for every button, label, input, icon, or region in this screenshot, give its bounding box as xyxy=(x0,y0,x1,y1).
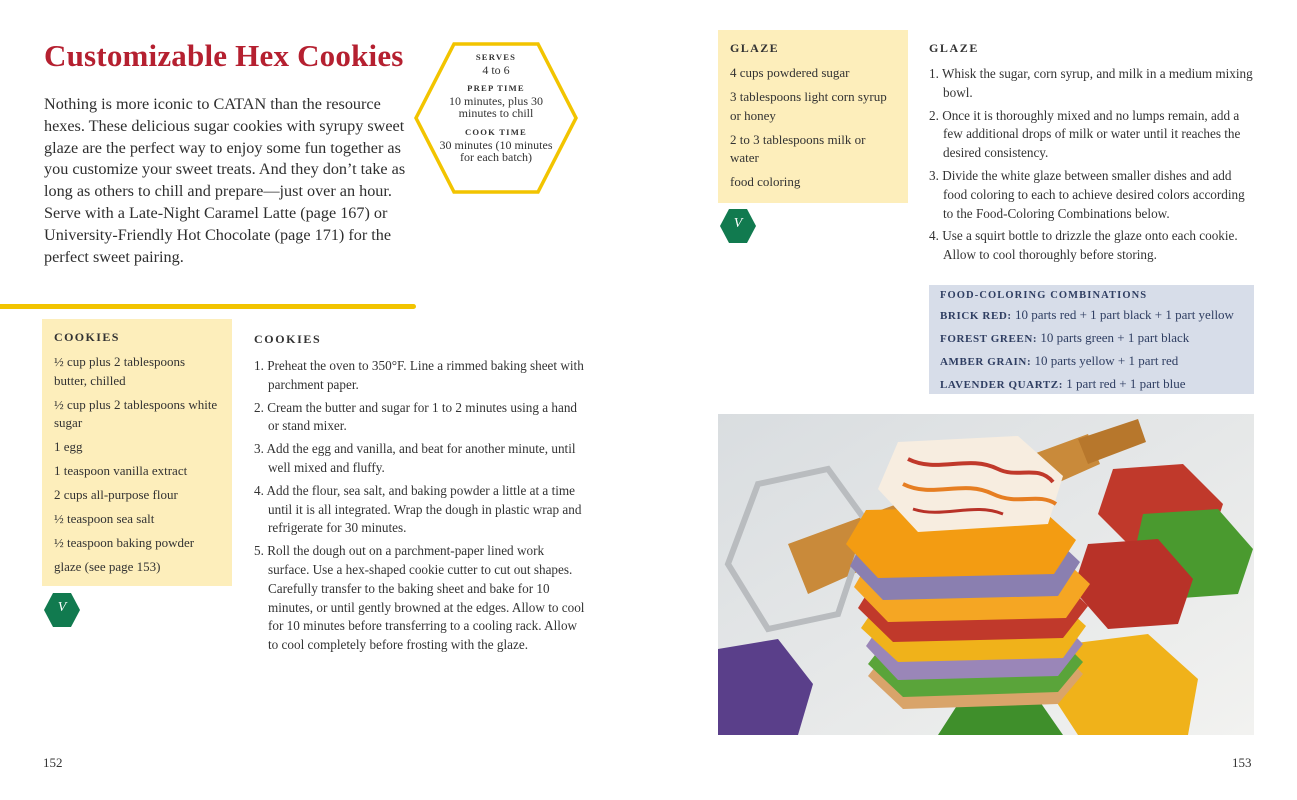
vegetarian-badge-label: V xyxy=(57,600,67,615)
serves-label: SERVES xyxy=(475,52,517,62)
ingredient-item: 2 cups all-purpose flour xyxy=(54,487,178,502)
method-step: 4. Add the flour, sea salt, and baking powder a little at a time until it is all integrated. Wrap the dough in plastic wrap and refrigerate for 30 minutes. xyxy=(254,482,582,536)
combination-name: LAVENDER QUARTZ: xyxy=(940,379,1063,391)
cookies-ingredients-list xyxy=(54,353,220,577)
combination-row xyxy=(940,304,1243,327)
recipe-info-text xyxy=(436,51,556,164)
method-step: 1. Whisk the sugar, corn syrup, and milk in a medium mixing bowl. xyxy=(929,66,1253,100)
prep-time-label: PREP TIME xyxy=(467,83,525,94)
ingredient-item: 4 cups powdered sugar xyxy=(730,65,850,80)
combination-name: FOREST GREEN: xyxy=(940,333,1038,345)
combination-value: 10 parts red + 1 part black + 1 part yellow xyxy=(1011,307,1234,322)
cook-time-label: COOK TIME xyxy=(465,126,527,137)
ingredient-item: ½ cup plus 2 tablespoons butter, chilled xyxy=(54,354,186,388)
glaze-ingredients-box xyxy=(718,30,908,203)
food-coloring-combinations-box xyxy=(929,285,1254,394)
ingredient-item: food coloring xyxy=(730,174,801,189)
combination-value: 1 part red + 1 part blue xyxy=(1063,376,1186,391)
glaze-method-heading: GLAZE xyxy=(929,41,980,55)
method-step: 3. Add the egg and vanilla, and beat for another minute, until well mixed and fluffy. xyxy=(254,441,576,475)
combination-value: 10 parts green + 1 part black xyxy=(1037,330,1190,345)
cookies-method-heading: COOKIES xyxy=(254,332,322,346)
page-number-left: 152 xyxy=(43,755,63,770)
recipe-title: Customizable Hex Cookies xyxy=(44,38,404,73)
cookies-method-steps xyxy=(254,357,586,659)
ingredient-item: 1 teaspoon vanilla extract xyxy=(54,463,188,478)
glaze-method-steps xyxy=(929,65,1257,269)
combination-row xyxy=(940,327,1243,350)
method-step: 2. Cream the butter and sugar for 1 to 2 minutes using a hand or stand mixer. xyxy=(254,399,578,434)
serves-value: 4 to 6 xyxy=(482,62,510,77)
page-number-right: 153 xyxy=(1232,755,1252,770)
vegetarian-badge-label: V xyxy=(733,216,743,231)
cookies-ingredients-title: COOKIES xyxy=(54,330,120,344)
ingredient-item: 1 egg xyxy=(54,439,83,454)
method-step: 1. Preheat the oven to 350°F. Line a rimmed baking sheet with parchment paper. xyxy=(254,358,584,392)
prep-time-value: 10 minutes, plus 30 minutes to chill xyxy=(448,93,543,121)
method-step: 2. Once it is thoroughly mixed and no lumps remain, add a few additional drops of milk or water until it reaches the desired consistency. xyxy=(929,107,1241,161)
ingredient-item: 3 tablespoons light corn syrup or honey xyxy=(730,89,887,123)
yellow-divider xyxy=(0,304,416,309)
combination-name: BRICK RED: xyxy=(940,310,1012,322)
recipe-info-hex xyxy=(412,40,580,196)
combinations-title: FOOD-COLORING COMBINATIONS xyxy=(940,290,1148,301)
combination-row xyxy=(940,373,1243,396)
cookies-photo xyxy=(718,414,1254,735)
ingredient-item: glaze (see page 153) xyxy=(54,559,161,574)
combination-name: AMBER GRAIN: xyxy=(940,356,1032,368)
glaze-ingredients-list xyxy=(730,64,896,192)
ingredient-item: ½ teaspoon baking powder xyxy=(54,535,195,550)
cook-time-value: 30 minutes (10 minutes for each batch) xyxy=(439,137,553,165)
ingredient-item: ½ cup plus 2 tablespoons white sugar xyxy=(54,396,218,430)
vegetarian-badge xyxy=(43,592,81,628)
cookie-stack-image xyxy=(718,414,1254,735)
glaze-ingredients-title: GLAZE xyxy=(730,41,780,55)
cookies-ingredients-box xyxy=(42,319,232,586)
ingredient-item: 2 to 3 tablespoons milk or water xyxy=(730,131,866,165)
combination-row xyxy=(940,350,1243,373)
method-step: 4. Use a squirt bottle to drizzle the glaze onto each cookie. Allow to cool thoroughly before storing. xyxy=(929,228,1238,263)
recipe-intro: Nothing is more iconic to CATAN than the resource hexes. These delicious sugar cookies with syrupy sweet glaze are the perfect way to enjoy some fun together as you customize your sweet treats. And they don’t take as long as others to chill and prepare—just over an hour. Serve with a Late-Night Caramel Latte (page 167) or University-Friendly Hot Chocolate (page 171) for the perfect sweet pairing. xyxy=(44,95,406,266)
combination-value: 10 parts yellow + 1 part red xyxy=(1031,353,1179,368)
vegetarian-badge xyxy=(719,208,757,244)
method-step: 3. Divide the white glaze between smaller dishes and add food coloring to each to achieve desired colors according to the Food-Coloring Combinations below. xyxy=(929,167,1245,221)
method-step: 5. Roll the dough out on a parchment-paper lined work surface. Use a hex-shaped cookie cutter to cut out shapes. Carefully transfer to the baking sheet and bake for 10 minutes, or until gently browned at the edges. Allow to cool for 10 minutes before transferring to a cooling rack. Allow to cool completely before frosting with the glaze. xyxy=(254,543,585,653)
ingredient-item: ½ teaspoon sea salt xyxy=(54,511,155,526)
